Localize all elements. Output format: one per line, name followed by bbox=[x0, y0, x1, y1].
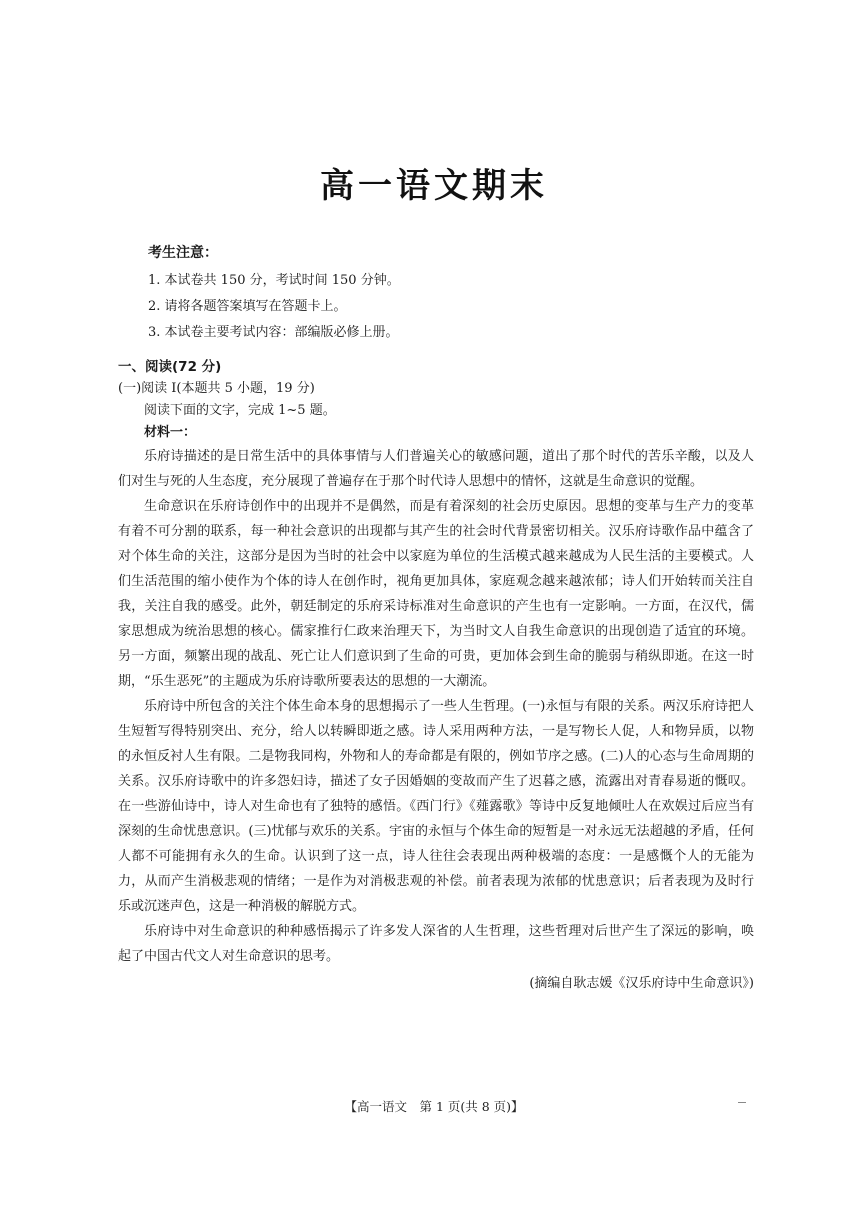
exam-title: 高一语文期末 bbox=[320, 166, 548, 206]
corner-mark bbox=[738, 1102, 746, 1103]
passage-paragraph: 乐府诗中所包含的关注个体生命本身的思想揭示了一些人生哲理。(一)永恒与有限的关系。两汉乐府诗把人生短暂写得特别突出、充分，给人以转瞬即逝之感。诗人采用两种方法，一是写物长人促，人和物异质，以物的永恒反衬人生有限。二是物我同构，外物和人的寿命都是有限的，例如节序之感。(二)人的心态与生命周期的关系。汉乐府诗歌中的许多怨妇诗，描述了女子因婚姻的变故而产生了迟暮之感，流露出对青春易逝的慨叹。在一些游仙诗中，诗人对生命也有了独特的感悟。《西门行》《薤露歌》等诗中反复地倾吐人在欢娱过后应当有深刻的生命忧患意识。(三)忧郁与欢乐的关系。宇宙的永恒与个体生命的短暂是一对永远无法超越的矛盾，任何人都不可能拥有永久的生命。认识到了这一点，诗人往往会表现出两种极端的态度：一是感慨个人的无能为力，从而产生消极悲观的情绪；一是作为对消极悲观的补偿。前者表现为浓郁的忧患意识；后者表现为及时行乐或沉迷声色，这是一种消极的解脱方式。 bbox=[118, 699, 754, 914]
material-label: 材料一： bbox=[144, 425, 197, 440]
reading-section bbox=[118, 356, 754, 997]
notice-heading: 考生注意： bbox=[148, 245, 218, 261]
notice-item: 2. 请将各题答案填写在答题卡上。 bbox=[148, 299, 347, 314]
subsection-heading: (一)阅读 I(本题共 5 小题，19 分) bbox=[118, 381, 315, 396]
passage-paragraph: 乐府诗中对生命意识的种种感悟揭示了许多发人深省的人生哲理，这些哲理对后世产生了深远的影响，唤起了中国古代文人对生命意识的思考。 bbox=[118, 924, 754, 964]
section-heading: 一、阅读(72 分) bbox=[118, 359, 222, 375]
source-citation: (摘编自耿志媛《汉乐府诗中生命意识》) bbox=[529, 976, 754, 991]
page-footer: 【高一语文 第 1 页(共 8 页)】 bbox=[344, 1099, 524, 1114]
notice-item: 3. 本试卷主要考试内容：部编版必修上册。 bbox=[148, 325, 399, 340]
passage-paragraph: 乐府诗描述的是日常生活中的具体事情与人们普遍关心的敏感问题，道出了那个时代的苦乐辛酸，以及人们对生与死的人生态度，充分展现了普遍存在于那个时代诗人思想中的情怀，这就是生命意识的觉醒。 bbox=[118, 449, 754, 489]
passage-paragraph: 生命意识在乐府诗创作中的出现并不是偶然，而是有着深刻的社会历史原因。思想的变革与生产力的变革有着不可分割的联系，每一种社会意识的出现都与其产生的社会时代背景密切相关。汉乐府诗歌作品中蕴含了对个体生命的关注，这部分是因为当时的社会中以家庭为单位的生活模式越来越成为人民生活的主要模式。人们生活范围的缩小使作为个体的诗人在创作时，视角更加具体，家庭观念越来越浓郁；诗人们开始转而关注自我，关注自我的感受。此外，朝廷制定的乐府采诗标准对生命意识的产生也有一定影响。一方面，在汉代，儒家思想成为统治思想的核心。儒家推行仁政来治理天下，为当时文人自我生命意识的出现创造了适宜的环境。另一方面，频繁出现的战乱、死亡让人们意识到了生命的可贵，更加体会到生命的脆弱与稍纵即逝。在这一时期，“乐生恶死”的主题成为乐府诗歌所要表达的思想的一大潮流。 bbox=[118, 499, 754, 689]
notice-item: 1. 本试卷共 150 分，考试时间 150 分钟。 bbox=[148, 273, 400, 288]
instruction-text: 阅读下面的文字，完成 1~5 题。 bbox=[144, 403, 336, 418]
candidate-notice bbox=[148, 242, 748, 346]
